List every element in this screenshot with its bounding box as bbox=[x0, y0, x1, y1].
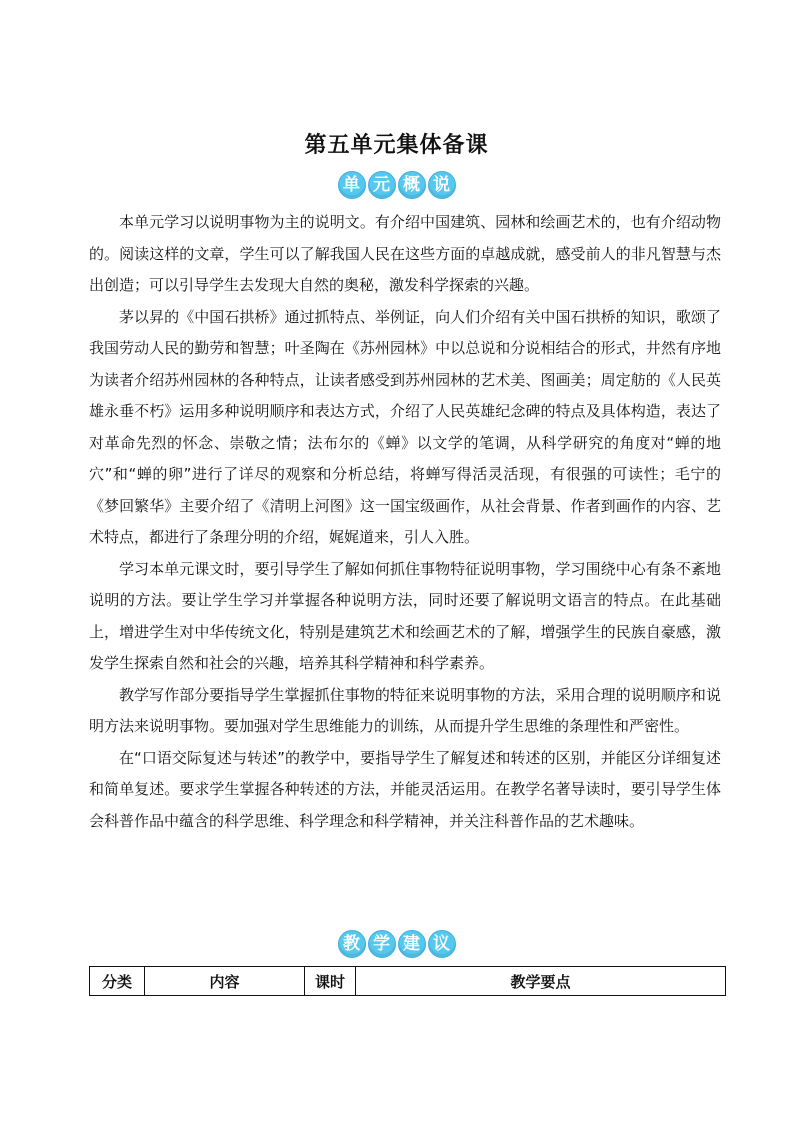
section-heading-teaching-suggestions bbox=[0, 930, 793, 958]
table-header-cell: 课时 bbox=[305, 967, 356, 996]
section-heading-unit-overview bbox=[0, 171, 793, 199]
section-heading-char: 概 bbox=[398, 171, 426, 199]
section-heading-char: 说 bbox=[428, 171, 456, 199]
table-header-row bbox=[90, 967, 726, 996]
table-header-cell: 教学要点 bbox=[356, 967, 726, 996]
paragraph: 在“口语交际复述与转述”的教学中，要指导学生了解复述和转述的区别，并能区分详细复述和简单复述。要求学生掌握各种转述的方法，并能灵活运用。在教学名著导读时，要引导学生体会科普作品中蕴含的科学思维、科学理念和科学精神，并关注科普作品的艺术趣味。 bbox=[89, 748, 721, 830]
section-heading-char: 学 bbox=[368, 930, 396, 958]
section-heading-char: 教 bbox=[338, 930, 366, 958]
section-heading-char: 元 bbox=[368, 171, 396, 199]
section-heading-char: 单 bbox=[338, 171, 366, 199]
paragraph: 茅以昇的《中国石拱桥》通过抓特点、举例证，向人们介绍有关中国石拱桥的知识，歌颂了我国劳动人民的勤劳和智慧；叶圣陶在《苏州园林》中以总说和分说相结合的形式，井然有序地为读者介绍苏州园林的各种特点，让读者感受到苏州园林的艺术美、图画美；周定舫的《人民英雄永垂不朽》运用多种说明顺序和表达方式，介绍了人民英雄纪念碑的特点及具体构造，表达了对革命先烈的怀念、崇敬之情；法布尔的《蝉》以文学的笔调，从科学研究的角度对“蝉的地穴”和“蝉的卵”进行了详尽的观察和分析总结，将蝉写得活灵活现，有很强的可读性；毛宁的《梦回繁华》主要介绍了《清明上河图》这一国宝级画作，从社会背景、作者到画作的内容、艺术特点，都进行了条理分明的介绍，娓娓道来，引人入胜。 bbox=[89, 307, 721, 546]
table-header-cell: 内容 bbox=[145, 967, 305, 996]
page-title: 第五单元集体备课 bbox=[304, 132, 489, 158]
body-text bbox=[89, 207, 721, 837]
paragraph: 教学写作部分要指导学生掌握抓住事物的特征来说明事物的方法，采用合理的说明顺序和说明方法来说明事物。要加强对学生思维能力的训练，从而提升学生思维的条理性和严密性。 bbox=[89, 685, 721, 735]
teaching-table bbox=[89, 966, 725, 996]
table-header-cell: 分类 bbox=[90, 967, 145, 996]
section-heading-char: 建 bbox=[398, 930, 426, 958]
section-heading-char: 议 bbox=[428, 930, 456, 958]
paragraph: 学习本单元课文时，要引导学生了解如何抓住事物特征说明事物，学习围绕中心有条不紊地说明的方法。要让学生学习并掌握各种说明方法，同时还要了解说明文语言的特点。在此基础上，增进学生对中华传统文化，特别是建筑艺术和绘画艺术的了解，增强学生的民族自豪感，激发学生探索自然和社会的兴趣，培养其科学精神和科学素养。 bbox=[89, 559, 721, 672]
paragraph: 本单元学习以说明事物为主的说明文。有介绍中国建筑、园林和绘画艺术的，也有介绍动物的。阅读这样的文章，学生可以了解我国人民在这些方面的卓越成就，感受前人的非凡智慧与杰出创造；可以引导学生去发现大自然的奥秘，激发科学探索的兴趣。 bbox=[89, 213, 721, 294]
